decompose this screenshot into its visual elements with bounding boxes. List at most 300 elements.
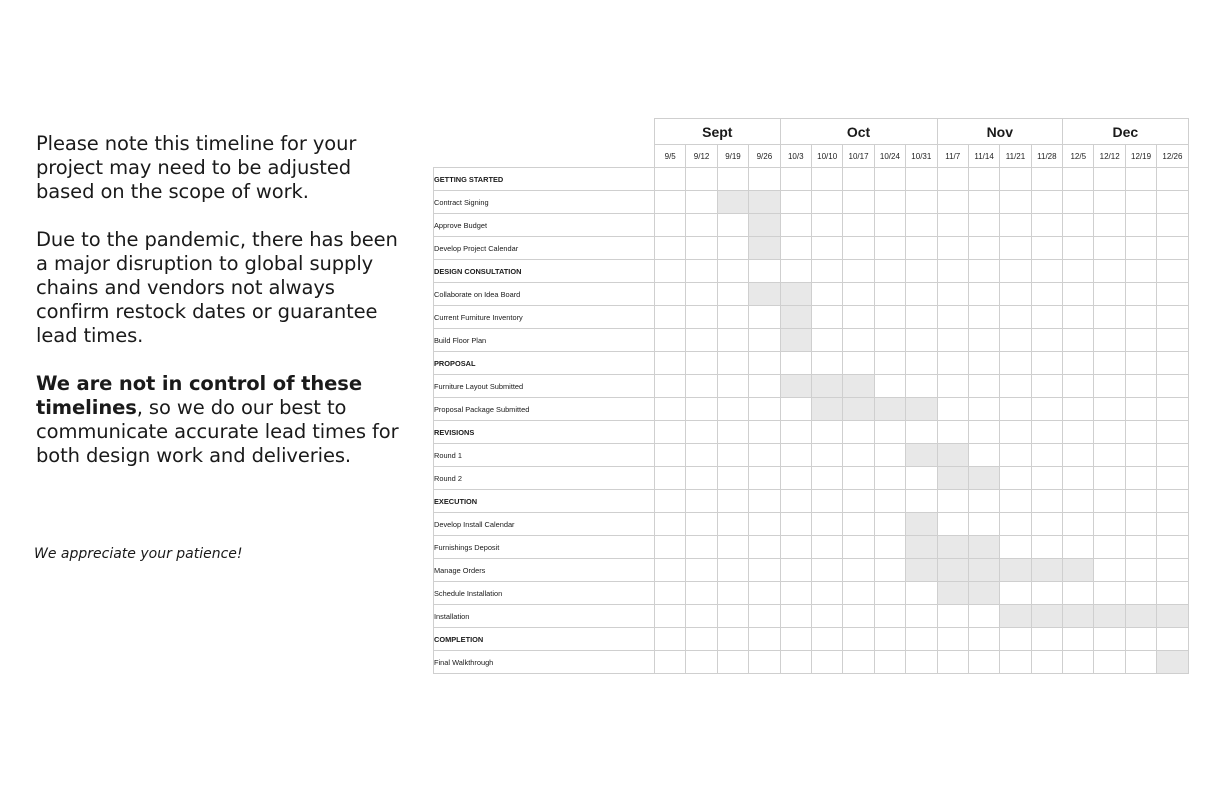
timeline-cell (874, 605, 905, 628)
timeline-cell (811, 260, 842, 283)
timeline-cell (686, 306, 717, 329)
timeline-cell (717, 214, 748, 237)
timeline-cell (655, 582, 686, 605)
timeline-bar-cell (906, 559, 937, 582)
timeline-cell (937, 168, 968, 191)
timeline-cell (1125, 168, 1156, 191)
timeline-cell (1000, 513, 1031, 536)
timeline-cell (1125, 490, 1156, 513)
notes-column (36, 132, 406, 492)
timeline-cell (686, 605, 717, 628)
timeline-bar-cell (1157, 651, 1188, 674)
task-label: Furniture Layout Submitted (434, 375, 655, 398)
week-header: 9/5 (655, 145, 686, 168)
timeline-cell (874, 329, 905, 352)
timeline-cell (686, 260, 717, 283)
timeline-bar-cell (906, 536, 937, 559)
timeline-cell (1063, 513, 1094, 536)
note-pandemic: Due to the pandemic, there has been a major disruption to global supply chains and vendors not always confirm restock dates or guarantee lead times. (36, 228, 398, 347)
timeline-cell (717, 628, 748, 651)
timeline-cell (1125, 306, 1156, 329)
month-header: Sept (655, 119, 781, 145)
timeline-cell (843, 260, 874, 283)
timeline-bar-cell (1000, 559, 1031, 582)
timeline-cell (749, 559, 780, 582)
timeline-cell (1094, 513, 1125, 536)
timeline-cell (1125, 582, 1156, 605)
timeline-cell (655, 306, 686, 329)
timeline-cell (874, 467, 905, 490)
timeline-cell (874, 352, 905, 375)
timeline-bar-cell (749, 191, 780, 214)
timeline-cell (655, 352, 686, 375)
timeline-cell (1094, 582, 1125, 605)
timeline-bar-cell (749, 283, 780, 306)
timeline-cell (937, 260, 968, 283)
timeline-bar-cell (937, 467, 968, 490)
timeline-cell (937, 651, 968, 674)
task-label: Round 2 (434, 467, 655, 490)
timeline-cell (906, 651, 937, 674)
timeline-cell (1157, 375, 1188, 398)
timeline-cell (686, 352, 717, 375)
timeline-cell (937, 283, 968, 306)
timeline-cell (968, 628, 999, 651)
timeline-cell (1125, 260, 1156, 283)
week-header: 12/26 (1157, 145, 1188, 168)
timeline-cell (811, 559, 842, 582)
task-label: Develop Project Calendar (434, 237, 655, 260)
timeline-cell (811, 329, 842, 352)
timeline-cell (749, 398, 780, 421)
timeline-bar-cell (749, 214, 780, 237)
timeline-cell (843, 582, 874, 605)
timeline-cell (717, 421, 748, 444)
timeline-cell (749, 582, 780, 605)
timeline-cell (906, 375, 937, 398)
timeline-cell (655, 283, 686, 306)
timeline-bar-cell (937, 536, 968, 559)
timeline-cell (811, 168, 842, 191)
week-header: 12/12 (1094, 145, 1125, 168)
timeline-cell (1063, 214, 1094, 237)
timeline-cell (1000, 283, 1031, 306)
timeline-cell (1094, 168, 1125, 191)
phase-label: EXECUTION (434, 490, 655, 513)
timeline-cell (843, 191, 874, 214)
timeline-cell (1000, 421, 1031, 444)
timeline-cell (655, 375, 686, 398)
timeline-cell (1157, 329, 1188, 352)
timeline-cell (937, 513, 968, 536)
timeline-cell (1000, 651, 1031, 674)
timeline-cell (1063, 628, 1094, 651)
timeline-cell (906, 490, 937, 513)
task-label: Collaborate on Idea Board (434, 283, 655, 306)
timeline-cell (1031, 191, 1062, 214)
timeline-bar-cell (874, 398, 905, 421)
timeline-cell (1157, 168, 1188, 191)
timeline-cell (1094, 191, 1125, 214)
timeline-cell (1063, 536, 1094, 559)
week-header: 10/31 (906, 145, 937, 168)
timeline-cell (1157, 306, 1188, 329)
timeline-cell (717, 605, 748, 628)
timeline-cell (749, 352, 780, 375)
timeline-cell (1031, 421, 1062, 444)
timeline-cell (1031, 375, 1062, 398)
timeline-bar-cell (1063, 559, 1094, 582)
timeline-cell (655, 168, 686, 191)
timeline-bar-cell (1125, 605, 1156, 628)
timeline-cell (1031, 329, 1062, 352)
timeline-cell (717, 651, 748, 674)
note-scope: Please note this timeline for your project may need to be adjusted based on the scope of work. (36, 132, 357, 203)
timeline-cell (1000, 214, 1031, 237)
timeline-cell (1157, 467, 1188, 490)
timeline-cell (1000, 536, 1031, 559)
task-row (434, 237, 1189, 260)
timeline-cell (655, 260, 686, 283)
timeline-cell (1031, 444, 1062, 467)
timeline-cell (843, 444, 874, 467)
timeline-cell (937, 329, 968, 352)
timeline-cell (749, 651, 780, 674)
timeline-cell (717, 329, 748, 352)
timeline-cell (749, 605, 780, 628)
timeline-cell (1125, 421, 1156, 444)
timeline-bar-cell (968, 582, 999, 605)
timeline-cell (1031, 398, 1062, 421)
timeline-cell (780, 260, 811, 283)
timeline-cell (811, 582, 842, 605)
phase-label: DESIGN CONSULTATION (434, 260, 655, 283)
timeline-cell (655, 628, 686, 651)
timeline-cell (686, 490, 717, 513)
timeline-cell (780, 398, 811, 421)
timeline-cell (906, 283, 937, 306)
timeline-cell (811, 214, 842, 237)
timeline-cell (1094, 375, 1125, 398)
timeline-cell (906, 329, 937, 352)
week-header-row (434, 145, 1189, 168)
timeline-cell (937, 628, 968, 651)
timeline-cell (749, 375, 780, 398)
timeline-cell (843, 352, 874, 375)
timeline-cell (968, 421, 999, 444)
phase-row (434, 260, 1189, 283)
timeline-cell (749, 513, 780, 536)
task-row (434, 513, 1189, 536)
timeline-cell (655, 329, 686, 352)
timeline-cell (968, 214, 999, 237)
timeline-cell (843, 490, 874, 513)
timeline-cell (780, 467, 811, 490)
timeline-cell (1157, 260, 1188, 283)
week-header: 11/28 (1031, 145, 1062, 168)
timeline-cell (1125, 352, 1156, 375)
phase-row (434, 168, 1189, 191)
timeline-cell (874, 191, 905, 214)
timeline-cell (749, 444, 780, 467)
timeline-cell (811, 605, 842, 628)
timeline-cell (906, 467, 937, 490)
timeline-cell (874, 375, 905, 398)
timeline-cell (843, 329, 874, 352)
timeline-cell (1157, 237, 1188, 260)
timeline-cell (717, 260, 748, 283)
timeline-cell (1031, 237, 1062, 260)
timeline-cell (906, 352, 937, 375)
timeline-cell (1094, 283, 1125, 306)
timeline-cell (717, 582, 748, 605)
timeline-cell (1125, 214, 1156, 237)
timeline-cell (968, 490, 999, 513)
timeline-cell (780, 513, 811, 536)
timeline-cell (843, 513, 874, 536)
timeline-cell (843, 214, 874, 237)
timeline-cell (1157, 490, 1188, 513)
timeline-bar-cell (937, 559, 968, 582)
timeline-cell (906, 260, 937, 283)
timeline-cell (1063, 191, 1094, 214)
timeline-cell (1063, 237, 1094, 260)
timeline-cell (686, 444, 717, 467)
timeline-cell (811, 237, 842, 260)
timeline-cell (655, 651, 686, 674)
timeline-cell (686, 237, 717, 260)
timeline-cell (1125, 536, 1156, 559)
task-row (434, 444, 1189, 467)
timeline-cell (749, 421, 780, 444)
timeline-cell (686, 283, 717, 306)
timeline-bar-cell (1063, 605, 1094, 628)
task-row (434, 329, 1189, 352)
timeline-cell (1094, 444, 1125, 467)
timeline-cell (843, 628, 874, 651)
timeline-cell (811, 306, 842, 329)
timeline-cell (968, 651, 999, 674)
timeline-cell (749, 490, 780, 513)
timeline-cell (1000, 375, 1031, 398)
header-corner (434, 119, 655, 145)
timeline-cell (811, 444, 842, 467)
phase-label: REVISIONS (434, 421, 655, 444)
timeline-cell (1031, 651, 1062, 674)
timeline-cell (843, 559, 874, 582)
week-header: 10/10 (811, 145, 842, 168)
timeline-cell (968, 375, 999, 398)
timeline-cell (1094, 421, 1125, 444)
timeline-cell (1063, 329, 1094, 352)
timeline-bar-cell (906, 513, 937, 536)
timeline-cell (874, 582, 905, 605)
timeline-cell (968, 306, 999, 329)
timeline-cell (1125, 444, 1156, 467)
timeline-bar-cell (906, 398, 937, 421)
timeline-cell (1000, 191, 1031, 214)
timeline-bar-cell (1094, 605, 1125, 628)
timeline-cell (968, 168, 999, 191)
timeline-cell (906, 168, 937, 191)
timeline-cell (686, 375, 717, 398)
timeline-cell (968, 605, 999, 628)
note-control-bold: We are not in control of these timelines (36, 372, 362, 419)
timeline-cell (1000, 444, 1031, 467)
timeline-cell (780, 536, 811, 559)
timeline-cell (874, 168, 905, 191)
timeline-cell (686, 582, 717, 605)
signoff-text: We appreciate your patience! (34, 546, 243, 562)
timeline-cell (780, 168, 811, 191)
timeline-cell (906, 628, 937, 651)
timeline-cell (1094, 651, 1125, 674)
week-header: 12/5 (1063, 145, 1094, 168)
timeline-cell (655, 444, 686, 467)
phase-label: GETTING STARTED (434, 168, 655, 191)
timeline-cell (1063, 260, 1094, 283)
task-label: Approve Budget (434, 214, 655, 237)
week-header: 11/14 (968, 145, 999, 168)
timeline-cell (1031, 168, 1062, 191)
timeline-bar-cell (843, 375, 874, 398)
timeline-cell (717, 536, 748, 559)
timeline-cell (843, 237, 874, 260)
header-corner (434, 145, 655, 168)
timeline-cell (1157, 513, 1188, 536)
week-header: 9/12 (686, 145, 717, 168)
timeline-cell (749, 536, 780, 559)
timeline-cell (874, 421, 905, 444)
timeline-cell (937, 214, 968, 237)
task-row (434, 191, 1189, 214)
timeline-cell (968, 329, 999, 352)
task-row (434, 375, 1189, 398)
timeline-cell (749, 329, 780, 352)
timeline-cell (1031, 513, 1062, 536)
timeline-cell (1031, 306, 1062, 329)
timeline-cell (937, 352, 968, 375)
timeline-cell (1031, 582, 1062, 605)
task-row (434, 605, 1189, 628)
week-header: 10/24 (874, 145, 905, 168)
timeline-cell (655, 421, 686, 444)
phase-row (434, 490, 1189, 513)
timeline-cell (1031, 214, 1062, 237)
timeline-cell (780, 651, 811, 674)
timeline-cell (811, 536, 842, 559)
task-row (434, 214, 1189, 237)
timeline-cell (968, 260, 999, 283)
timeline-cell (1031, 536, 1062, 559)
timeline-cell (874, 651, 905, 674)
task-label: Round 1 (434, 444, 655, 467)
timeline-cell (749, 168, 780, 191)
timeline-cell (1000, 398, 1031, 421)
timeline-cell (717, 375, 748, 398)
timeline-cell (655, 536, 686, 559)
timeline-cell (1157, 536, 1188, 559)
week-header: 9/26 (749, 145, 780, 168)
timeline-bar-cell (1031, 605, 1062, 628)
timeline-cell (655, 191, 686, 214)
timeline-cell (874, 536, 905, 559)
timeline-cell (968, 237, 999, 260)
timeline-cell (1000, 260, 1031, 283)
timeline-bar-cell (1000, 605, 1031, 628)
timeline-cell (843, 283, 874, 306)
timeline-cell (1063, 352, 1094, 375)
task-label: Furnishings Deposit (434, 536, 655, 559)
task-row (434, 582, 1189, 605)
timeline-cell (1094, 398, 1125, 421)
timeline-cell (1063, 398, 1094, 421)
timeline-cell (1094, 628, 1125, 651)
timeline-bar-cell (1031, 559, 1062, 582)
timeline-cell (811, 490, 842, 513)
task-label: Schedule Installation (434, 582, 655, 605)
timeline-cell (749, 260, 780, 283)
timeline-cell (1157, 191, 1188, 214)
task-row (434, 398, 1189, 421)
timeline-cell (1000, 467, 1031, 490)
timeline-cell (906, 214, 937, 237)
timeline-cell (717, 513, 748, 536)
timeline-cell (1063, 421, 1094, 444)
timeline-cell (780, 421, 811, 444)
timeline-cell (717, 237, 748, 260)
timeline-cell (1157, 283, 1188, 306)
week-header: 10/3 (780, 145, 811, 168)
timeline-cell (780, 444, 811, 467)
timeline-cell (937, 490, 968, 513)
timeline-cell (843, 306, 874, 329)
timeline-cell (811, 628, 842, 651)
timeline-cell (686, 651, 717, 674)
timeline-cell (686, 628, 717, 651)
timeline-cell (874, 283, 905, 306)
timeline-cell (1063, 490, 1094, 513)
timeline-cell (686, 329, 717, 352)
month-header: Nov (937, 119, 1063, 145)
timeline-cell (874, 559, 905, 582)
timeline-cell (655, 398, 686, 421)
phase-row (434, 421, 1189, 444)
timeline-cell (1063, 375, 1094, 398)
timeline-cell (1000, 352, 1031, 375)
timeline-cell (780, 559, 811, 582)
timeline-bar-cell (968, 467, 999, 490)
timeline-cell (906, 582, 937, 605)
timeline-cell (874, 260, 905, 283)
timeline-cell (717, 306, 748, 329)
timeline-cell (1031, 467, 1062, 490)
timeline-cell (1031, 352, 1062, 375)
timeline-cell (968, 283, 999, 306)
week-header: 11/21 (1000, 145, 1031, 168)
timeline-cell (717, 467, 748, 490)
timeline-cell (906, 605, 937, 628)
timeline-cell (717, 398, 748, 421)
timeline-cell (1031, 628, 1062, 651)
task-row (434, 536, 1189, 559)
timeline-cell (655, 490, 686, 513)
timeline-cell (843, 421, 874, 444)
timeline-cell (937, 237, 968, 260)
phase-row (434, 628, 1189, 651)
timeline-cell (686, 467, 717, 490)
timeline-cell (686, 214, 717, 237)
